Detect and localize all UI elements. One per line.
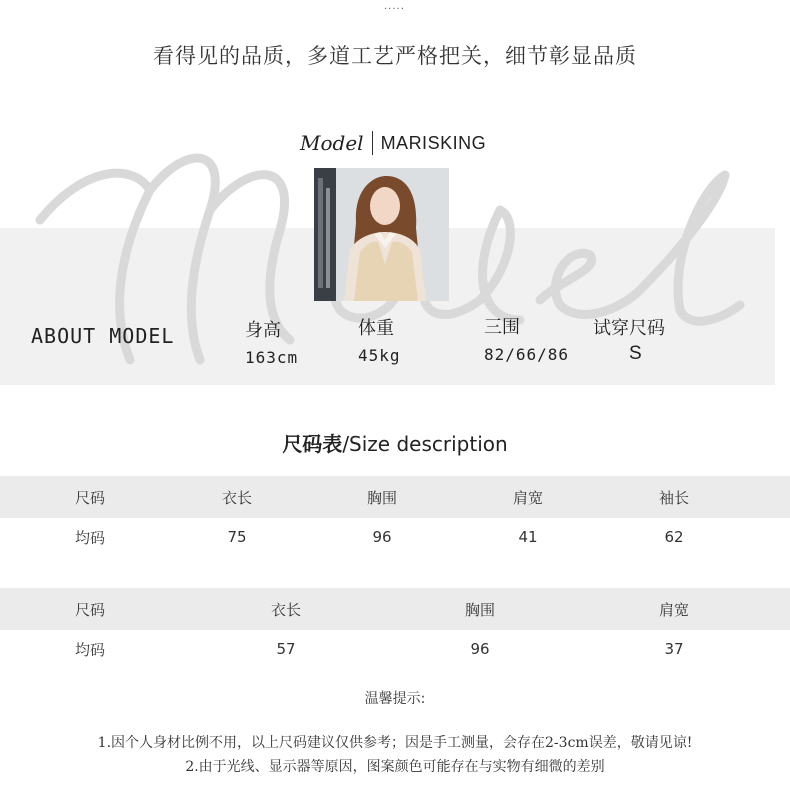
size-table-2-header xyxy=(0,588,790,630)
notice-line-1: 1.因个人身材比例不用，以上尺码建议仅供参考；因是手工测量，会存在2-3cm误差，敬请见谅! xyxy=(97,735,693,751)
table-header-cell: 肩宽 xyxy=(512,488,544,507)
table-header-cell: 尺码 xyxy=(74,488,106,507)
model-title xyxy=(300,128,486,158)
table-header-cell: 胸围 xyxy=(366,488,398,507)
about-model-label: ABOUT MODEL xyxy=(31,324,175,348)
table-header-cell: 胸围 xyxy=(464,600,496,619)
model-stat-height xyxy=(245,316,298,367)
table-cell: 37 xyxy=(664,640,684,658)
stat-value: 45kg xyxy=(358,346,401,365)
page-headline: 看得见的品质，多道工艺严格把关，细节彰显品质 xyxy=(153,44,637,68)
size-table-2-row xyxy=(0,628,790,670)
table-cell: 均码 xyxy=(74,640,106,659)
size-table-1-row xyxy=(0,516,790,558)
top-dots: ····· xyxy=(384,4,405,15)
table-cell: 62 xyxy=(664,528,684,546)
model-stat-weight xyxy=(358,314,401,365)
model-stat-trial-size xyxy=(593,314,665,365)
table-cell: 75 xyxy=(227,528,247,546)
notice-line-2: 2.由于光线、显示器等原因，图案颜色可能存在与实物有细微的差别 xyxy=(185,759,605,775)
size-table-1-header xyxy=(0,476,790,518)
size-chart-title-en: /Size description xyxy=(342,432,508,456)
table-cell: 96 xyxy=(372,528,392,546)
size-chart-title xyxy=(0,428,790,457)
stat-value: 82/66/86 xyxy=(484,345,570,364)
model-name: MARISKING xyxy=(380,132,487,153)
table-header-cell: 衣长 xyxy=(221,488,253,507)
stat-label: 体重 xyxy=(358,318,394,339)
stat-value: 163cm xyxy=(245,348,299,367)
stat-value: S xyxy=(629,343,643,364)
size-chart-title-cn: 尺码表 xyxy=(282,432,343,456)
stat-label: 身高 xyxy=(245,320,281,341)
table-cell: 57 xyxy=(276,640,296,658)
model-title-divider xyxy=(372,131,373,155)
table-cell: 均码 xyxy=(74,528,106,547)
stat-label: 试穿尺码 xyxy=(593,318,665,339)
model-photo-illustration xyxy=(314,168,449,301)
table-cell: 96 xyxy=(470,640,490,658)
model-stat-measurements xyxy=(484,313,569,364)
table-header-cell: 袖长 xyxy=(658,488,690,507)
table-cell: 41 xyxy=(518,528,538,546)
table-header-cell: 衣长 xyxy=(270,600,302,619)
table-header-cell: 尺码 xyxy=(74,600,106,619)
stat-label: 三围 xyxy=(484,317,520,338)
notice-title: 温馨提示: xyxy=(364,691,426,707)
model-script-label: Model xyxy=(300,131,364,155)
model-photo xyxy=(314,168,449,301)
table-header-cell: 肩宽 xyxy=(658,600,690,619)
